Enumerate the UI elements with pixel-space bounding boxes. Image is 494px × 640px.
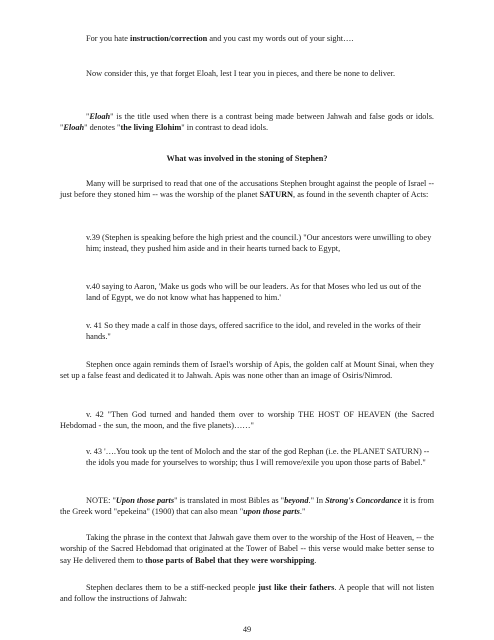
text: " bbox=[86, 112, 90, 121]
term-beyond: beyond bbox=[284, 496, 309, 505]
text: it is from the Greek word "epekeina" (1900) that can also mean " bbox=[60, 496, 434, 517]
term-upon-those-parts: Upon those parts bbox=[115, 496, 175, 505]
paragraph-eloah-title bbox=[60, 111, 434, 134]
text: " is the title used when there is a contrast being made between Jahwah and false gods or idols. " bbox=[60, 112, 434, 133]
text: " is translated in most Bibles as " bbox=[174, 496, 285, 505]
emphasis-instruction: instruction/correction bbox=[130, 34, 208, 43]
text: " in contrast to dead idols. bbox=[181, 123, 269, 133]
term-upon-those-parts: upon those parts bbox=[243, 507, 300, 517]
text: ." bbox=[299, 507, 306, 517]
emphasis-parts-of-babel: those parts of Babel that they were worshipping bbox=[145, 555, 315, 565]
emphasis-living-elohim: the living Elohim bbox=[120, 123, 182, 133]
paragraph-host-of-heaven bbox=[60, 532, 434, 566]
paragraph-saturn-accusation bbox=[60, 178, 434, 201]
verse-43: v. 43 '….You took up the tent of Moloch and the star of the god Rephan (i.e. the PLANET SATURN) -- the idols you made for yourselves to worship; thus I will remove/exile you upon those parts of Babel." bbox=[86, 447, 430, 468]
text: Many will be surprised to read that one of the accusations Stephen brought against the people of Israel -- just before they stoned him -- was the worship of the planet bbox=[60, 179, 434, 200]
text: " denotes " bbox=[84, 123, 121, 133]
paragraph-stiff-necked bbox=[60, 582, 434, 605]
text: . bbox=[314, 555, 317, 565]
verse-42: v. 42 "Then God turned and handed them over to worship THE HOST OF HEAVEN (the Sacred Hebdomad - the sun, the moon, and the five planets)……" bbox=[60, 410, 434, 431]
emphasis-saturn: SATURN bbox=[259, 190, 294, 200]
paragraph-apis: Stephen once again reminds them of Israel's worship of Apis, the golden calf at Mount Sinai, when they set up a false feast and dedicated it to Jahwah. Apis was none other than an image of Osiris/Nimrod. bbox=[60, 360, 434, 381]
term-eloah: Eloah bbox=[63, 123, 85, 133]
verse-40: v.40 saying to Aaron, 'Make us gods who will be our leaders. As for that Moses who led us out of the land of Egypt, we do not know what has happened to him.' bbox=[86, 282, 422, 303]
verse-39: v.39 (Stephen is speaking before the high priest and the council.) "Our ancestors were unwilling to obey him; instead, they pushed him aside and in their hearts turned back to Egypt, bbox=[86, 233, 432, 254]
text: For you hate bbox=[86, 34, 131, 43]
text: and you cast my words out of your sight…. bbox=[207, 34, 354, 43]
term-eloah: Eloah bbox=[89, 112, 111, 121]
paragraph-hate-instruction bbox=[86, 33, 432, 44]
text: Stephen declares them to be a stiff-necked people bbox=[86, 583, 259, 592]
text: NOTE: " bbox=[86, 496, 116, 505]
text: . A people that will not listen and follow the instructions of Jahwah: bbox=[60, 583, 434, 604]
section-heading: What was involved in the stoning of Stephen? bbox=[166, 154, 328, 163]
text: ." In bbox=[308, 496, 326, 505]
text: , as found in the seventh chapter of Acts: bbox=[293, 190, 429, 200]
emphasis-like-their-fathers: just like their fathers bbox=[258, 583, 335, 592]
term-strongs-concordance: Strong's Concordance bbox=[325, 496, 402, 505]
verse-41: v. 41 So they made a calf in those days, offered sacrifice to the idol, and reveled in the works of their hands." bbox=[86, 321, 421, 342]
page-number: 49 bbox=[242, 625, 252, 634]
paragraph-note bbox=[60, 495, 434, 518]
paragraph-consider-this: Now consider this, ye that forget Eloah, lest I tear you in pieces, and there be none to deliver. bbox=[86, 69, 396, 78]
text: Taking the phrase in the context that Jahwah gave them over to the worship of the Host of Heaven, -- the worship of the Sacred Hebdomad that originated at the Tower of Babel -- this verse would make better sense to say He delivered them to bbox=[60, 533, 434, 565]
